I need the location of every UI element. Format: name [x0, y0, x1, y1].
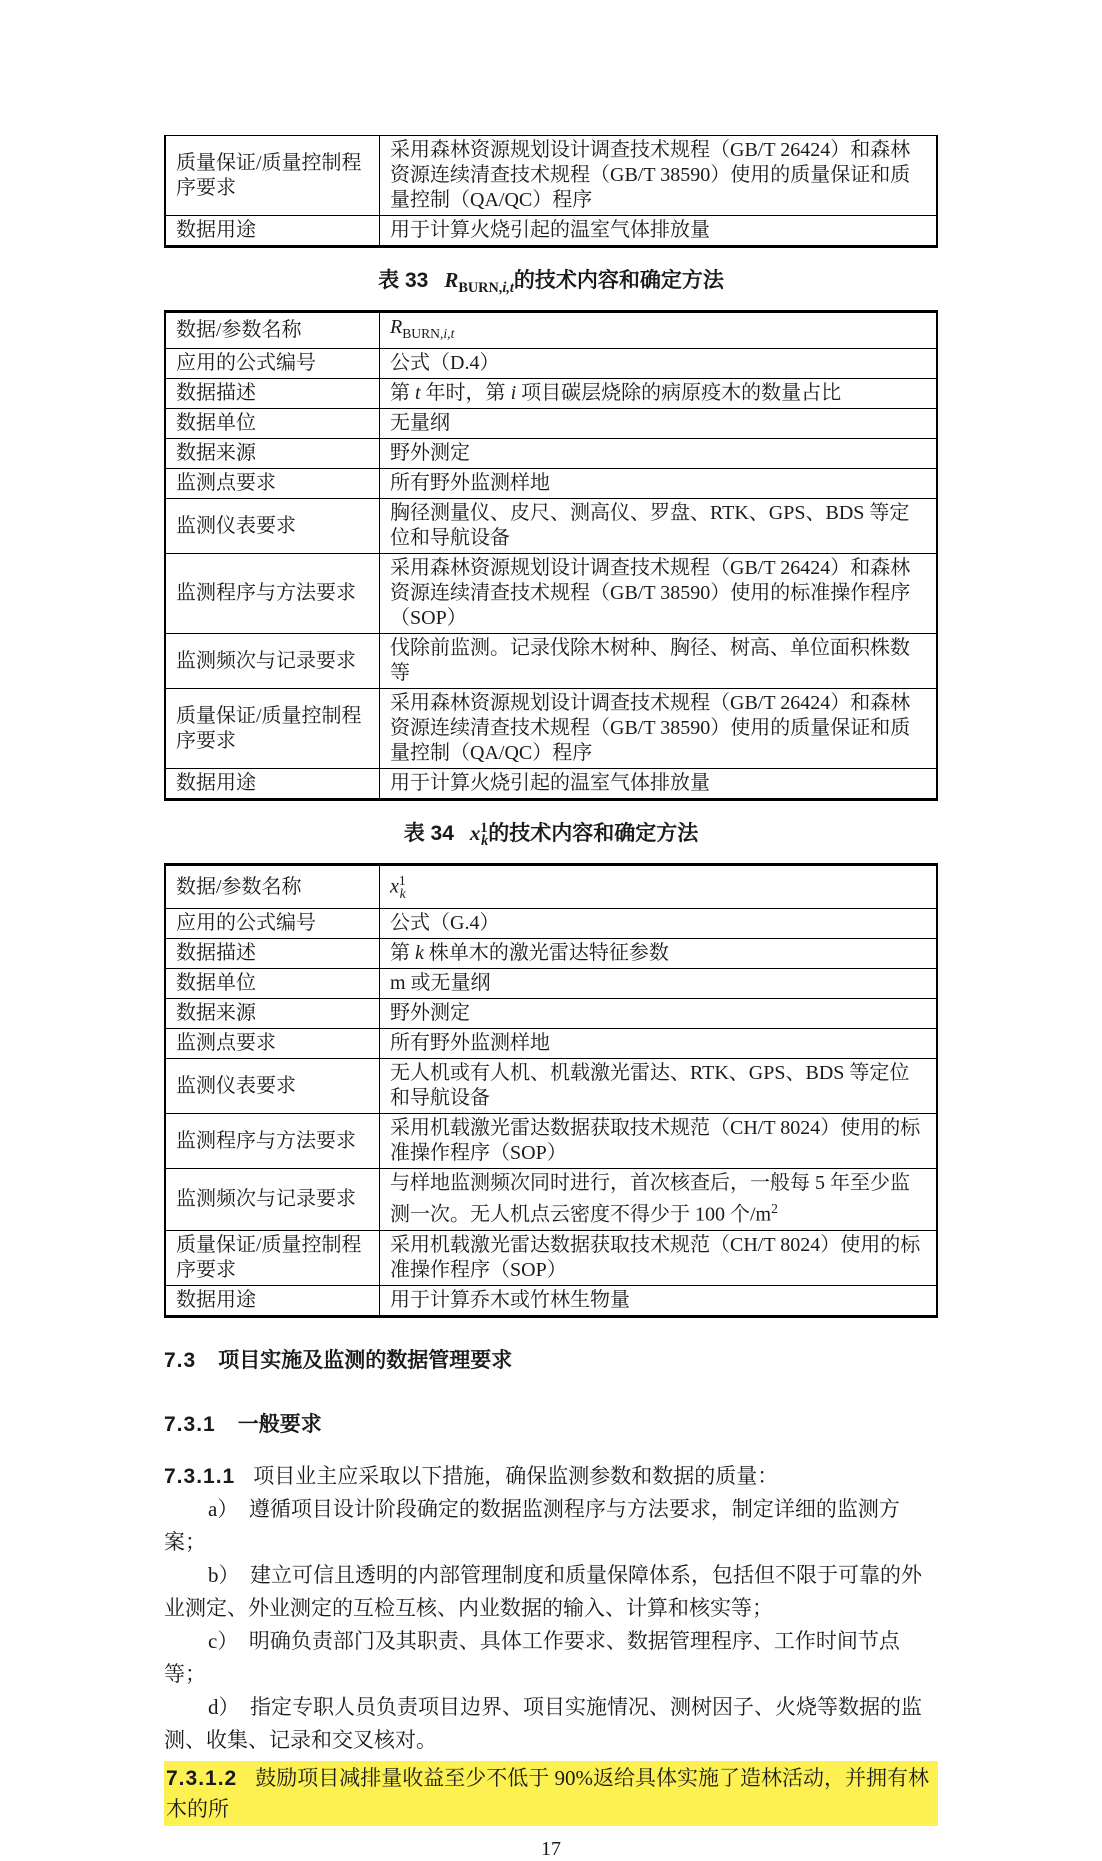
- page-number: 17: [541, 1837, 561, 1860]
- table-row: [165, 379, 937, 409]
- table-row: [165, 554, 937, 634]
- row-label: 监测频次与记录要求: [165, 1169, 380, 1231]
- table-33-caption-formula: $R_{BURN,i,t}$: [444, 268, 514, 297]
- table-row: [165, 499, 937, 554]
- clause-text: 鼓励项目减排量收益至少不低于 90%返给具体实施了造林活动，并拥有林木的所: [166, 1765, 929, 1821]
- table-row: [165, 439, 937, 469]
- table-row: [165, 1114, 937, 1169]
- row-value: 采用森林资源规划设计调查技术规程（GB/T 26424）和森林资源连续清查技术规程（GB/T 38590）使用的标准操作程序（SOP）: [380, 554, 938, 634]
- table-row: [165, 1029, 937, 1059]
- row-label: 质量保证/质量控制程序要求: [165, 136, 380, 216]
- row-value: m 或无量纲: [380, 969, 938, 999]
- row-value: 胸径测量仪、皮尺、测高仪、罗盘、RTK、GPS、BDS 等定位和导航设备: [380, 499, 938, 554]
- row-label: 监测点要求: [165, 469, 380, 499]
- highlighted-clause-7-3-1-2: [164, 1761, 938, 1826]
- table-row: [165, 409, 937, 439]
- row-label: 数据用途: [165, 216, 380, 247]
- table-row: [165, 1169, 937, 1231]
- document-page: [0, 135, 1102, 1860]
- row-label: 数据单位: [165, 409, 380, 439]
- row-label: 数据/参数名称: [165, 865, 380, 909]
- row-label: 数据单位: [165, 969, 380, 999]
- table-33-caption-text: 的技术内容和确定方法: [513, 269, 724, 292]
- table-34-caption: [164, 817, 938, 850]
- row-value: 采用机载激光雷达数据获取技术规范（CH/T 8024）使用的标准操作程序（SOP）: [380, 1114, 938, 1169]
- row-value: 伐除前监测。记录伐除木树种、胸径、树高、单位面积株数等: [380, 634, 938, 689]
- row-label: 数据来源: [165, 439, 380, 469]
- row-value: 与样地监测频次同时进行，首次核查后，一般每 5 年至少监测一次。无人机点云密度不得少于 100 个$/m^2$: [380, 1169, 938, 1231]
- row-value: 用于计算火烧引起的温室气体排放量: [380, 769, 938, 800]
- table-33-caption: [164, 264, 938, 297]
- table-row: [165, 1230, 937, 1285]
- qa-continuation-table: [164, 135, 938, 248]
- row-label: 数据描述: [165, 939, 380, 969]
- section-title: 项目实施及监测的数据管理要求: [218, 1348, 513, 1372]
- table-34-caption-number: 表 34: [403, 822, 454, 846]
- row-label: 监测程序与方法要求: [165, 1114, 380, 1169]
- row-value: $x^1_k$: [380, 865, 938, 909]
- table-row: [165, 999, 937, 1029]
- row-label: 质量保证/质量控制程序要求: [165, 689, 380, 769]
- row-value: 野外测定: [380, 999, 938, 1029]
- row-value: 野外测定: [380, 439, 938, 469]
- row-value: 无人机或有人机、机载激光雷达、RTK、GPS、BDS 等定位和导航设备: [380, 1059, 938, 1114]
- list-item-d: d） 指定专职人员负责项目边界、项目实施情况、测树因子、火烧等数据的监测、收集、记录和交叉核对。: [164, 1694, 922, 1752]
- table-row: [165, 939, 937, 969]
- table-row: [165, 312, 937, 349]
- row-value: 用于计算乔木或竹林生物量: [380, 1285, 938, 1316]
- row-label: 数据/参数名称: [165, 312, 380, 349]
- row-value: 第 t 年时，第 i 项目碳层烧除的病原疫木的数量占比: [380, 379, 938, 409]
- section-heading-7-3: [164, 1344, 938, 1374]
- table-33-caption-number: 表 33: [378, 269, 429, 292]
- row-label: 质量保证/质量控制程序要求: [165, 1230, 380, 1285]
- list-item-c: c） 明确负责部门及其职责、具体工作要求、数据管理程序、工作时间节点等；: [164, 1628, 900, 1686]
- row-label: 数据描述: [165, 379, 380, 409]
- section-title: 一般要求: [237, 1412, 322, 1436]
- row-value: 公式（D.4）: [380, 349, 938, 379]
- table-34-caption-text: 的技术内容和确定方法: [488, 822, 699, 846]
- table-row: [165, 136, 937, 216]
- table-33: [164, 310, 938, 801]
- row-value: 采用森林资源规划设计调查技术规程（GB/T 26424）和森林资源连续清查技术规程（GB/T 38590）使用的质量保证和质量控制（QA/QC）程序: [380, 136, 938, 216]
- table-row: [165, 969, 937, 999]
- row-label: 应用的公式编号: [165, 909, 380, 939]
- table-row: [165, 909, 937, 939]
- row-value: 采用森林资源规划设计调查技术规程（GB/T 26424）和森林资源连续清查技术规程（GB/T 38590）使用的质量保证和质量控制（QA/QC）程序: [380, 689, 938, 769]
- row-label: 应用的公式编号: [165, 349, 380, 379]
- row-label: 监测仪表要求: [165, 1059, 380, 1114]
- section-number: 7.3: [164, 1348, 197, 1372]
- row-value: 用于计算火烧引起的温室气体排放量: [380, 216, 938, 247]
- page-content: [164, 135, 938, 1861]
- row-label: 数据用途: [165, 769, 380, 800]
- section-heading-7-3-1: [164, 1408, 938, 1438]
- clause-number: 7.3.1.1: [164, 1464, 236, 1488]
- row-value: 所有野外监测样地: [380, 1029, 938, 1059]
- row-label: 数据用途: [165, 1285, 380, 1316]
- clause-number: 7.3.1.2: [166, 1766, 238, 1790]
- section-number: 7.3.1: [164, 1412, 216, 1436]
- row-value: 第 k 株单木的激光雷达特征参数: [380, 939, 938, 969]
- table-row: [165, 865, 937, 909]
- row-value: 所有野外监测样地: [380, 469, 938, 499]
- row-value: 无量纲: [380, 409, 938, 439]
- row-label: 监测频次与记录要求: [165, 634, 380, 689]
- row-label: 监测点要求: [165, 1029, 380, 1059]
- table-row: [165, 216, 937, 247]
- row-label: 监测程序与方法要求: [165, 554, 380, 634]
- table-34: [164, 863, 938, 1317]
- list-item-a: a） 遵循项目设计阶段确定的数据监测程序与方法要求，制定详细的监测方案；: [164, 1496, 900, 1554]
- table-row: [165, 689, 937, 769]
- table-row: [165, 769, 937, 800]
- row-value: 公式（G.4）: [380, 909, 938, 939]
- row-value: 采用机载激光雷达数据获取技术规范（CH/T 8024）使用的标准操作程序（SOP）: [380, 1230, 938, 1285]
- paragraph-7-3-1-1: [164, 1460, 938, 1493]
- table-row: [165, 349, 937, 379]
- table-row: [165, 1285, 937, 1316]
- list-item-b: b） 建立可信且透明的内部管理制度和质量保障体系，包括但不限于可靠的外业测定、外业测定的互检互核、内业数据的输入、计算和核实等；: [164, 1562, 922, 1620]
- row-value: $R_{BURN,i,t}$: [380, 312, 938, 349]
- row-label: 监测仪表要求: [165, 499, 380, 554]
- table-row: [165, 634, 937, 689]
- clause-text: 项目业主应采取以下措施，确保监测参数和数据的质量：: [253, 1463, 779, 1488]
- row-label: 数据来源: [165, 999, 380, 1029]
- table-34-caption-formula: $x^1_k$: [469, 820, 489, 850]
- table-row: [165, 469, 937, 499]
- table-row: [165, 1059, 937, 1114]
